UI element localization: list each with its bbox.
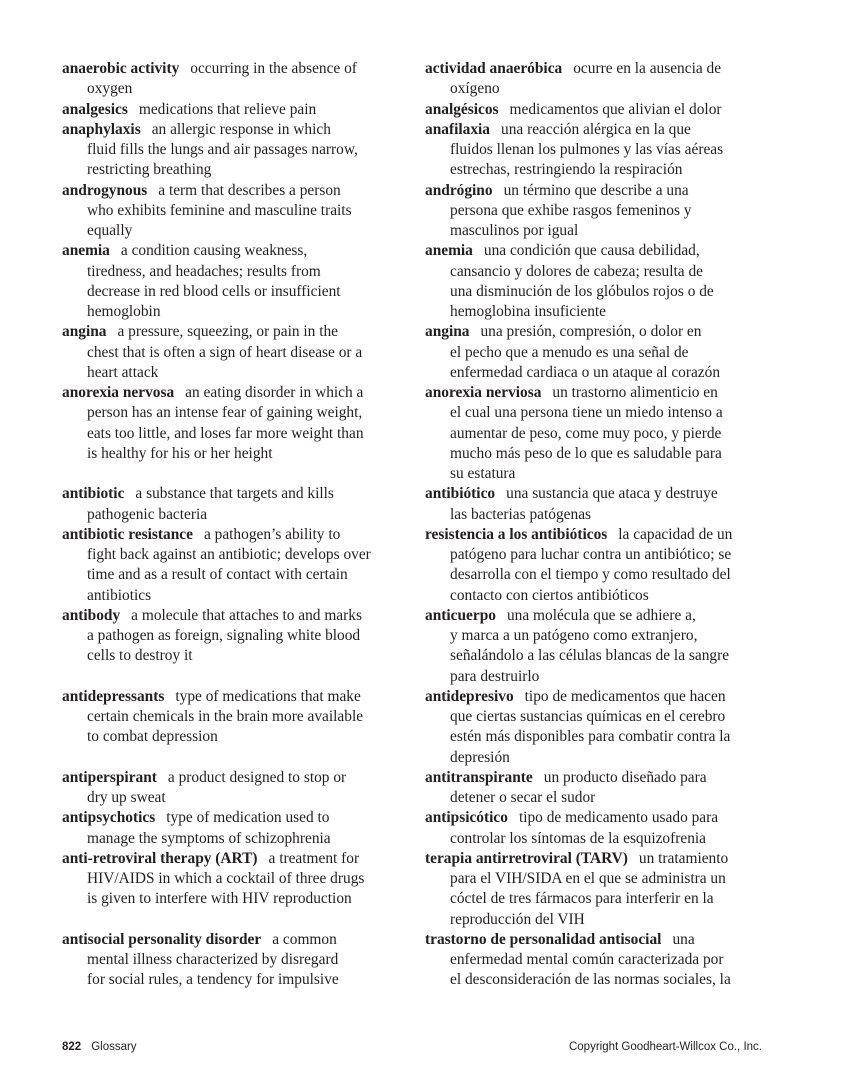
- definition-text: a molecule that attaches to and marks: [131, 606, 362, 624]
- definition-line: cansancio y dolores de cabeza; resulta de: [450, 262, 703, 280]
- definition-line: antibiotics: [87, 586, 152, 604]
- glossary-term: anafilaxia: [425, 120, 490, 138]
- definition-text: occurring in the absence of: [190, 60, 357, 77]
- english-glossary-entry: [62, 525, 407, 606]
- spanish-glossary-entry: [425, 241, 770, 322]
- english-glossary-entry: [62, 322, 407, 383]
- definition-line: [62, 383, 407, 403]
- copyright-notice: Copyright Goodheart-Willcox Co., Inc.: [568, 1041, 762, 1053]
- definition-line: [425, 322, 770, 342]
- definition-line: [425, 59, 770, 79]
- section-name: Glossary: [91, 1041, 137, 1053]
- definition-text: type of medication used to: [166, 809, 330, 827]
- glossary-term: anemia: [62, 242, 110, 260]
- definition-text: un producto diseñado para: [543, 768, 707, 786]
- definition-line: su estatura: [450, 465, 516, 482]
- glossary-term: androgynous: [62, 181, 148, 199]
- english-glossary-entry: [62, 930, 407, 991]
- definition-text: ocurre en la ausencia de: [573, 60, 722, 77]
- definition-text: a pressure, squeezing, or pain in the: [117, 323, 339, 341]
- definition-line: que ciertas sustancias químicas en el cerebro: [450, 708, 726, 725]
- glossary-term: angina: [425, 323, 470, 341]
- definition-line: enfermedad cardiaca o un ataque al corazón: [450, 363, 721, 381]
- english-glossary-entry: [62, 484, 407, 525]
- english-glossary-entry: [62, 808, 407, 849]
- definition-text: una condición que causa debilidad,: [483, 242, 700, 260]
- definition-text: una sustancia que ataca y destruye: [506, 485, 718, 503]
- definition-line: cells to destroy it: [87, 647, 193, 665]
- definition-line: [62, 322, 407, 342]
- english-glossary-entry: [62, 59, 407, 100]
- spanish-glossary-entry: [425, 383, 770, 484]
- definition-line: una disminución de los glóbulos rojos o de: [450, 282, 714, 300]
- glossary-term: antibody: [62, 606, 121, 624]
- english-glossary-entry: [62, 606, 407, 667]
- definition-line: who exhibits feminine and masculine traits: [87, 201, 352, 219]
- definition-line: detener o secar el sudor: [450, 789, 596, 806]
- page-footer-left: [62, 1041, 137, 1053]
- definition-line: [425, 930, 770, 950]
- english-glossary-entry: [62, 120, 407, 181]
- glossary-term: terapia antirretroviral (TARV): [425, 849, 628, 867]
- definition-line: equally: [87, 222, 133, 239]
- definition-line: [62, 241, 407, 261]
- definition-line: [425, 768, 770, 788]
- glossary-term: antisocial personality disorder: [62, 930, 262, 948]
- glossary-term: anaphylaxis: [62, 120, 141, 138]
- glossary-term: antibiotic: [62, 485, 125, 503]
- definition-line: y marca a un patógeno como extranjero,: [450, 627, 698, 644]
- definition-line: a pathogen as foreign, signaling white blood: [87, 627, 361, 644]
- definition-line: is given to interfere with HIV reproduction: [87, 890, 352, 908]
- definition-text: type of medications that make: [175, 687, 361, 705]
- spanish-glossary-entry: [425, 120, 770, 181]
- definition-line: el desconsideración de las normas sociales, la: [450, 971, 731, 989]
- glossary-term: angina: [62, 323, 107, 341]
- glossary-term: antibiotic resistance: [62, 525, 193, 543]
- definition-line: mucho más peso de lo que es saludable para: [450, 444, 722, 462]
- english-glossary-entry: [62, 383, 407, 464]
- glossary-term: trastorno de personalidad antisocial: [425, 930, 662, 948]
- definition-line: [425, 525, 770, 545]
- spanish-glossary-entry: [425, 687, 770, 768]
- definition-text: medications that relieve pain: [138, 100, 317, 118]
- definition-line: fluidos llenan los pulmones y las vías aéreas: [450, 141, 724, 158]
- definition-text: tipo de medicamento usado para: [518, 809, 719, 827]
- spanish-glossary-entry: [425, 849, 770, 930]
- definition-line: [62, 606, 407, 626]
- definition-line: enfermedad mental común caracterizada por: [450, 951, 724, 968]
- glossary-term: analgésicos: [425, 100, 499, 118]
- definition-line: [425, 100, 770, 120]
- definition-text: a treatment for: [268, 849, 360, 867]
- definition-line: [62, 100, 407, 120]
- definition-line: [62, 484, 407, 504]
- definition-line: el pecho que a menudo es una señal de: [450, 343, 689, 361]
- glossary-term: anaerobic activity: [62, 60, 180, 77]
- glossary-term: anemia: [425, 242, 473, 260]
- definition-line: decrease in red blood cells or insufficient: [87, 282, 341, 300]
- definition-line: manage the symptoms of schizophrenia: [87, 829, 331, 847]
- definition-text: an allergic response in which: [151, 120, 331, 138]
- definition-line: estén más disponibles para combatir contra la: [450, 728, 731, 746]
- definition-text: un trastorno alimenticio en: [552, 384, 718, 401]
- definition-line: [425, 687, 770, 707]
- definition-line: certain chemicals in the brain more available: [87, 708, 364, 725]
- definition-line: person has an intense fear of gaining weight,: [87, 404, 363, 422]
- english-glossary-entry: [62, 687, 407, 748]
- definition-line: [425, 849, 770, 869]
- definition-line: desarrolla con el tiempo y como resultado del: [450, 566, 731, 584]
- definition-line: para destruirlo: [450, 667, 540, 685]
- definition-line: [425, 181, 770, 201]
- spanish-glossary-entry: [425, 525, 770, 606]
- definition-text: a common: [272, 930, 337, 948]
- definition-line: reproducción del VIH: [450, 910, 585, 928]
- definition-line: depresión: [450, 748, 510, 766]
- definition-text: a term that describes a person: [158, 181, 341, 199]
- definition-text: a condition causing weakness,: [120, 242, 308, 260]
- definition-line: dry up sweat: [87, 789, 166, 806]
- glossary-term: antibiótico: [425, 485, 496, 503]
- definition-line: [425, 808, 770, 828]
- definition-line: persona que exhibe rasgos femeninos y: [450, 201, 692, 219]
- glossary-term: antipsychotics: [62, 809, 156, 827]
- definition-line: [62, 120, 407, 140]
- definition-line: patógeno para luchar contra un antibiótico; se: [450, 546, 732, 563]
- definition-text: an eating disorder in which a: [185, 384, 364, 401]
- definition-line: [62, 525, 407, 545]
- spanish-glossary-entry: [425, 59, 770, 100]
- definition-text: a pathogen’s ability to: [203, 525, 341, 543]
- spanish-glossary-entry: [425, 930, 770, 991]
- definition-text: una presión, compresión, o dolor en: [480, 323, 702, 341]
- definition-line: [62, 768, 407, 788]
- english-glossary-entry: [62, 849, 407, 910]
- definition-line: controlar los síntomas de la esquizofrenia: [450, 829, 707, 847]
- glossary-term: antidepressants: [62, 687, 165, 705]
- definition-text: un término que describe a una: [503, 181, 689, 199]
- spanish-glossary-entry: [425, 484, 770, 525]
- definition-line: for social rules, a tendency for impulsive: [87, 971, 339, 989]
- definition-line: [425, 484, 770, 504]
- definition-line: masculinos por igual: [450, 222, 579, 239]
- definition-text: una reacción alérgica en la que: [501, 120, 691, 138]
- glossary-term: anticuerpo: [425, 606, 496, 624]
- definition-line: HIV/AIDS in which a cocktail of three drugs: [87, 870, 365, 887]
- definition-line: [62, 849, 407, 869]
- definition-line: oxígeno: [450, 80, 500, 98]
- page-number: 822: [62, 1041, 82, 1053]
- glossary-term: resistencia a los antibióticos: [425, 525, 608, 543]
- glossary-term: andrógino: [425, 181, 493, 199]
- definition-line: [425, 241, 770, 261]
- definition-line: pathogenic bacteria: [87, 505, 208, 523]
- definition-line: time and as a result of contact with certain: [87, 566, 348, 584]
- definition-line: tiredness, and headaches; results from: [87, 262, 321, 280]
- english-glossary-entry: [62, 768, 407, 809]
- spanish-glossary-entry: [425, 322, 770, 383]
- definition-text: la capacidad de un: [618, 525, 733, 543]
- definition-text: a substance that targets and kills: [135, 485, 334, 503]
- english-glossary-entry: [62, 181, 407, 242]
- definition-line: hemoglobina insuficiente: [450, 303, 607, 320]
- definition-line: hemoglobin: [87, 303, 161, 320]
- definition-line: fluid fills the lungs and air passages narrow,: [87, 141, 358, 158]
- definition-text: a product designed to stop or: [167, 768, 347, 786]
- definition-line: to combat depression: [87, 728, 218, 746]
- definition-line: heart attack: [87, 363, 159, 381]
- definition-line: oxygen: [87, 80, 133, 98]
- definition-line: para el VIH/SIDA en el que se administra un: [450, 870, 726, 887]
- glossary-term: antitranspirante: [425, 768, 533, 786]
- glossary-term: anorexia nerviosa: [425, 384, 542, 401]
- definition-line: cóctel de tres fármacos para interferir en la: [450, 890, 714, 908]
- definition-text: una molécula que se adhiere a,: [506, 606, 696, 624]
- definition-line: contacto con ciertos antibióticos: [450, 586, 649, 604]
- definition-line: restricting breathing: [87, 161, 212, 179]
- glossary-term: anti-retroviral therapy (ART): [62, 849, 258, 867]
- definition-line: [62, 181, 407, 201]
- spanish-glossary-entry: [425, 768, 770, 809]
- definition-text: un tratamiento: [638, 849, 729, 867]
- definition-line: fight back against an antibiotic; develops over: [87, 546, 371, 563]
- definition-line: aumentar de peso, come muy poco, y pierde: [450, 424, 722, 442]
- definition-line: chest that is often a sign of heart disease or a: [87, 343, 363, 361]
- definition-line: el cual una persona tiene un miedo intenso a: [450, 404, 723, 422]
- spanish-glossary-entry: [425, 181, 770, 242]
- definition-line: [62, 59, 407, 79]
- definition-text: una: [672, 930, 695, 948]
- definition-line: [425, 383, 770, 403]
- definition-line: [62, 687, 407, 707]
- definition-line: eats too little, and loses far more weight than: [87, 424, 364, 442]
- definition-line: is healthy for his or her height: [87, 444, 273, 462]
- definition-line: [425, 606, 770, 626]
- definition-text: tipo de medicamentos que hacen: [524, 687, 726, 705]
- spanish-glossary-entry: [425, 606, 770, 687]
- glossary-term: antiperspirant: [62, 768, 157, 786]
- glossary-term: antidepresivo: [425, 687, 514, 705]
- definition-line: mental illness characterized by disregard: [87, 951, 339, 968]
- definition-text: medicamentos que alivian el dolor: [509, 100, 722, 118]
- spanish-glossary-entry: [425, 100, 770, 120]
- glossary-term: actividad anaeróbica: [425, 60, 563, 77]
- glossary-term: anorexia nervosa: [62, 384, 175, 401]
- definition-line: señalándolo a las células blancas de la sangre: [450, 647, 730, 665]
- definition-line: [425, 120, 770, 140]
- glossary-term: analgesics: [62, 100, 128, 118]
- definition-line: las bacterias patógenas: [450, 505, 592, 523]
- glossary-term: antipsicótico: [425, 809, 508, 827]
- definition-line: [62, 808, 407, 828]
- definition-line: [62, 930, 407, 950]
- spanish-glossary-entry: [425, 808, 770, 849]
- english-glossary-entry: [62, 241, 407, 322]
- definition-line: estrechas, restringiendo la respiración: [450, 161, 683, 179]
- english-glossary-entry: [62, 100, 407, 120]
